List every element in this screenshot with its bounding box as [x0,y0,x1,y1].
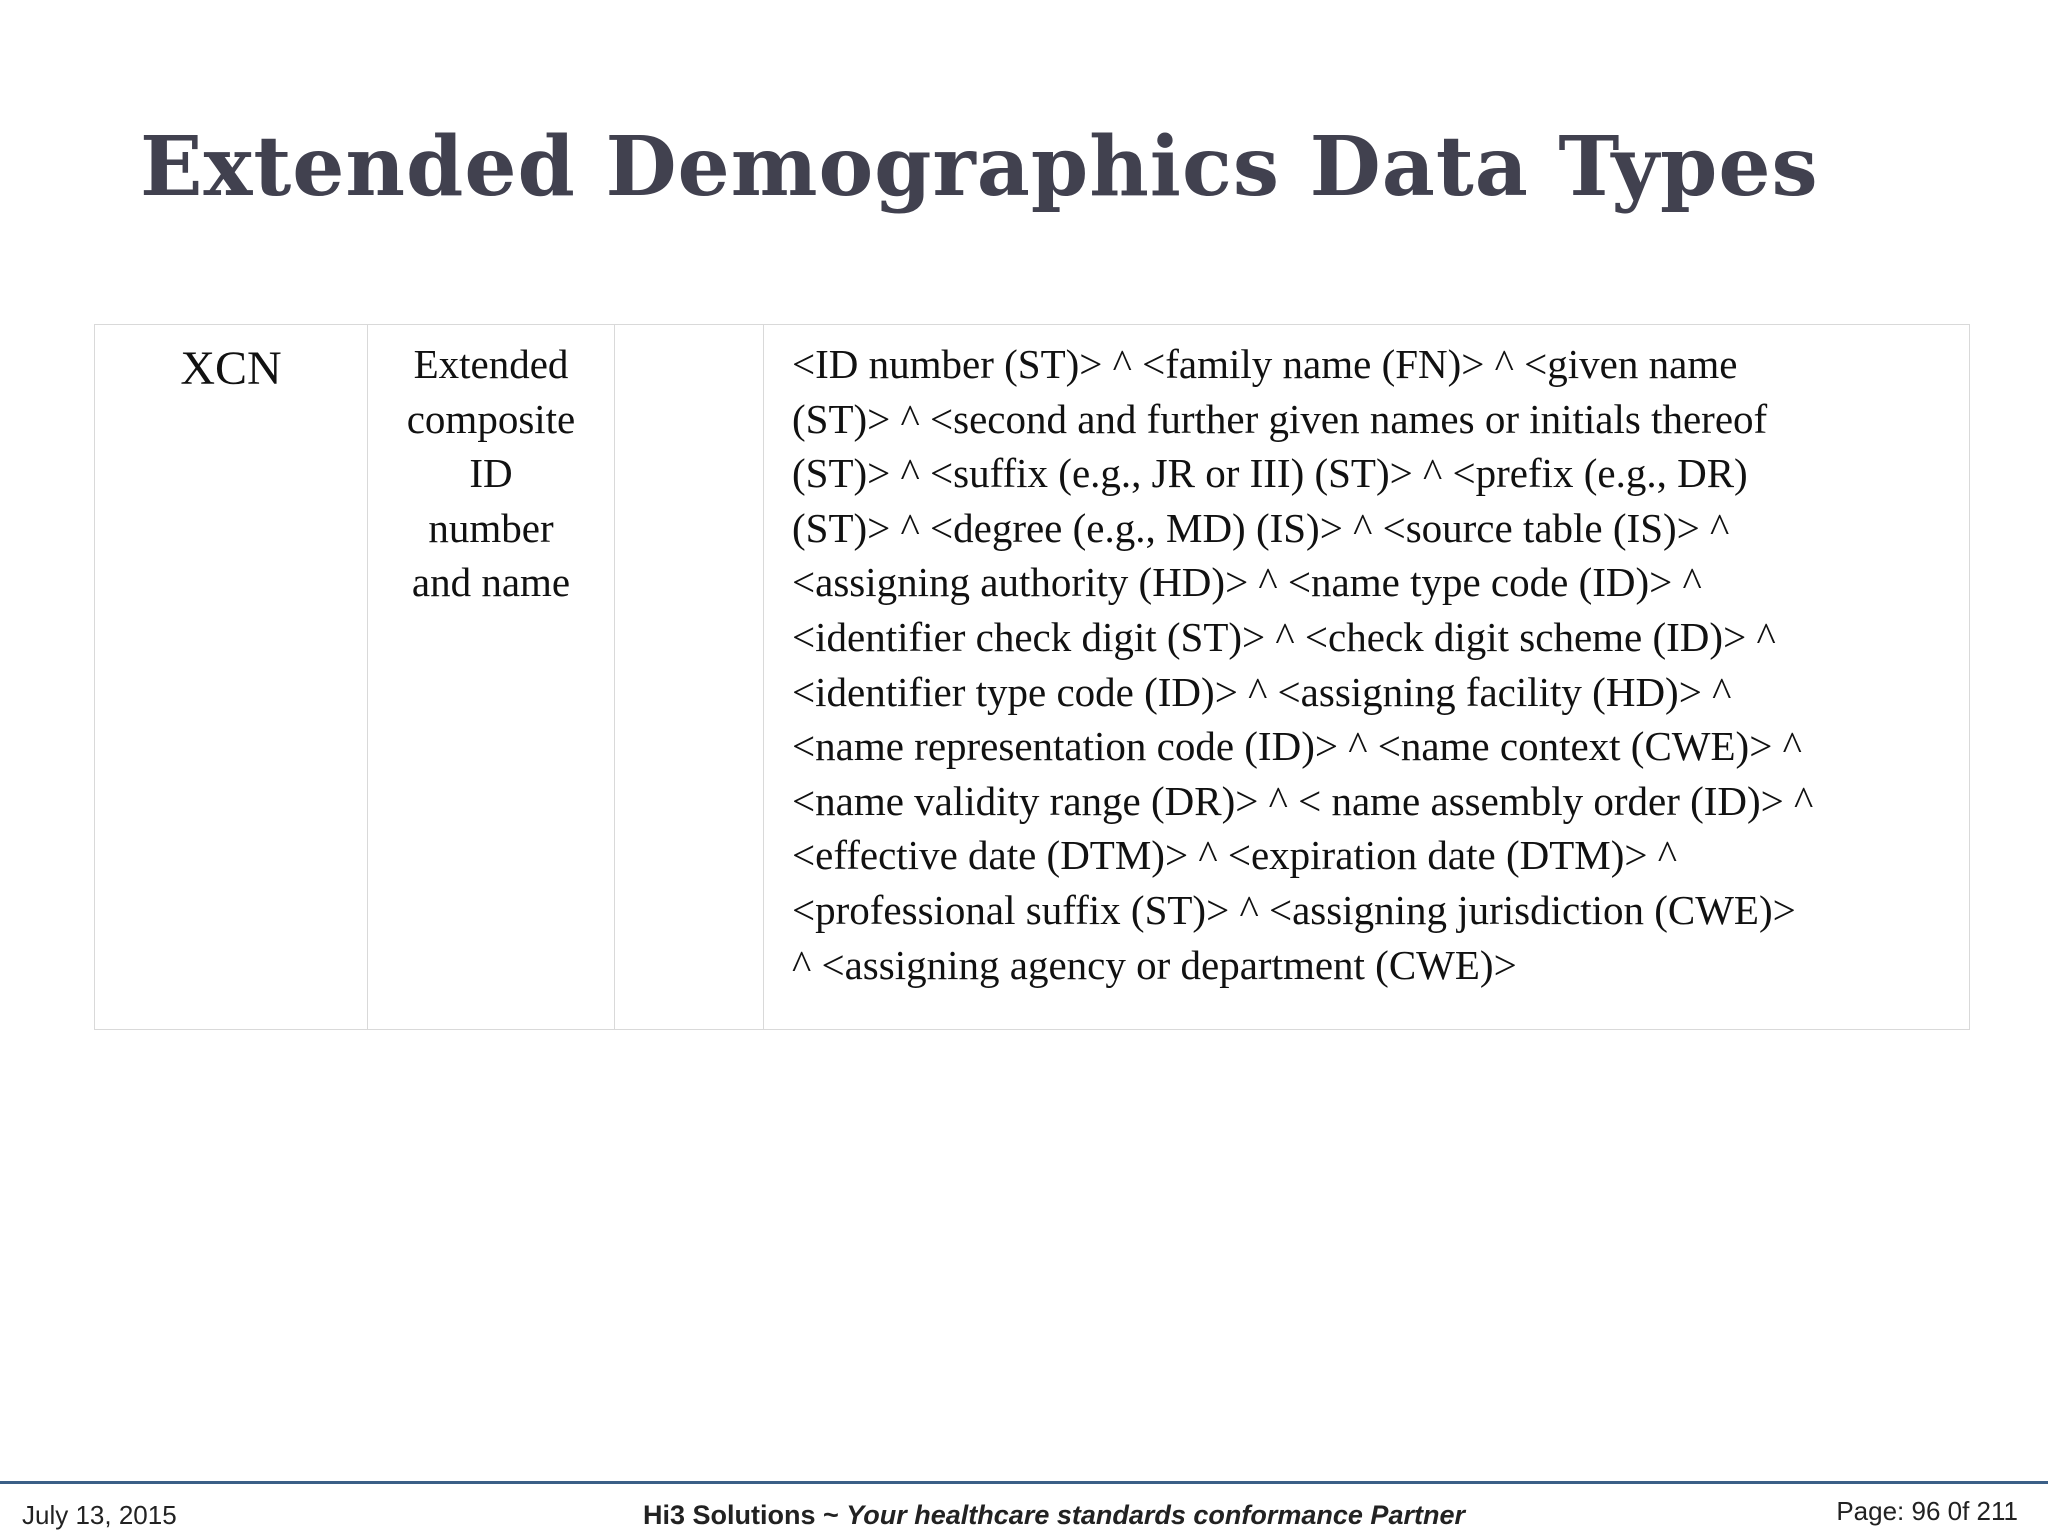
definition-line: ^ <assigning agency or department (CWE)> [792,941,1517,988]
data-type-name-line: and name [411,559,571,606]
data-type-table [94,324,1970,1030]
definition-line: <assigning authority (HD)> ^ <name type code (ID)> ^ [792,559,1702,606]
footer-tagline: Your healthcare standards conformance Partner [846,1500,1465,1530]
footer-company: Hi3 Solutions ~ [643,1500,847,1530]
footer-branding [643,1500,1465,1531]
page-number: Page: 96 0f 211 [1836,1496,2018,1526]
definition-line: <professional suffix (ST)> ^ <assigning jurisdiction (CWE)> [792,886,1796,933]
data-type-code: XCN [95,325,368,1030]
definition-line: <name validity range (DR)> ^ < name assembly order (ID)> ^ [792,777,1814,824]
data-type-name-line: composite [406,395,576,442]
definition-line: (ST)> ^ <degree (e.g., MD) (IS)> ^ <source table (IS)> ^ [792,504,1730,551]
data-type-name [368,325,615,1030]
footer-divider [0,1481,2048,1484]
definition-line: <identifier check digit (ST)> ^ <check digit scheme (ID)> ^ [792,613,1776,660]
data-type-definition [764,325,1970,1030]
definition-line: <effective date (DTM)> ^ <expiration date (DTM)> ^ [792,832,1677,879]
data-type-name-line: number [428,504,554,551]
data-type-name-line: ID [469,450,513,497]
definition-line: <name representation code (ID)> ^ <name context (CWE)> ^ [792,723,1802,770]
table-row [95,325,1970,1030]
slide-title: Extended Demographics Data Types [140,119,1819,215]
definition-line: <ID number (ST)> ^ <family name (FN)> ^ <given name [792,341,1738,387]
data-type-name-line: Extended [413,341,569,387]
definition-line: (ST)> ^ <second and further given names or initials thereof [792,395,1768,442]
definition-line: (ST)> ^ <suffix (e.g., JR or III) (ST)> ^ <prefix (e.g., DR) [792,450,1748,497]
footer-date: July 13, 2015 [22,1500,177,1530]
empty-cell [615,325,764,1030]
definition-line: <identifier type code (ID)> ^ <assigning facility (HD)> ^ [792,668,1732,715]
